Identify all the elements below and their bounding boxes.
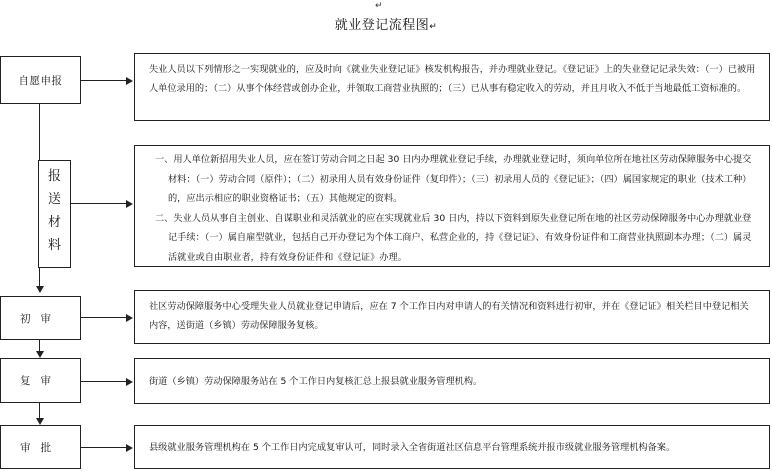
step-materials-list [135,146,769,267]
arrow-right-icon [126,200,133,208]
step-materials-desc-box [134,145,770,267]
step-initial-desc-box [134,290,770,344]
step-review-label-box [0,358,81,403]
arrow-right-icon [126,378,133,386]
arrow-line-apply [81,80,127,81]
arrow-right-icon [126,444,133,452]
connector-apply-to-materials [39,104,40,160]
step-apply-desc-box [134,53,770,121]
paragraph-mark: ↵ [375,1,383,11]
step-approve-desc-box [134,425,770,469]
materials-char: 材 [47,215,61,230]
arrow-line-approve [81,447,127,448]
step-approve-label: 审批 [20,441,61,454]
step-materials-label [39,161,70,257]
step-apply-label: 自愿申报 [18,74,63,87]
step-initial-text: 社区劳动保障服务中心受理失业人员就业登记申请后，应在 7 个工作日内对申请人的有关情况和资料进行初审，并在《登记证》相关栏目中登记相关内容，送街道（乡镇）劳动保障服务复核。 [149,301,749,331]
arrow-line-review [81,381,127,382]
step-initial-label: 初审 [20,312,61,325]
title-para-mark: ↵ [429,22,438,32]
step-approve-text: 县级就业服务管理机构在 5 个工作日内完成复审认可，同时录入全省街道社区信息平台管理系统并报市级就业服务管理机构备案。 [149,442,676,453]
arrow-right-icon [126,77,133,85]
materials-char: 料 [47,238,61,253]
arrow-down-icon [36,286,44,293]
step-approve-label-box [0,425,81,469]
title-text: 就业登记流程图 [334,18,430,33]
arrow-down-icon [36,351,44,358]
step-initial-label-box [0,296,81,340]
arrow-down-icon [36,418,44,425]
arrow-right-icon [126,314,133,322]
arrow-line-materials [71,203,127,204]
step-materials-label-box [38,160,71,268]
arrow-line-initial [81,317,127,318]
materials-item-2: 二、失业人员从事自主创业、自谋职业和灵活就业的应在实现就业后 30 日内，持以下资料到原失业登记所在地的社区劳动保障服务中心办理就业登记手续：（一）属自雇型就业，包括自己开办登记为个体工商户、私营企业的，持《登记证》、有效身份证件和工商营业执照副本办理；（二）属灵活就业或自由职业者，持有效身份证件和《登记证》办理。 [155,212,752,263]
page-title [0,14,772,33]
materials-item-1: 一、用人单位新招用失业人员，应在签订劳动合同之日起 30 日内办理就业登记手续，办理就业登记时，须向单位所在地社区劳动保障服务中心提交材料：（一）劳动合同（原件）；（二）初录用人员有效身份证件（复印件）；（三）初录用人员的《登记证》；（四）属国家规定的职业（技术工种）的，应出示相应的职业资格证书；（五）其他规定的资料。 [155,154,752,204]
step-review-text: 街道（乡镇）劳动保障服务站在 5 个工作日内复核汇总上报县就业服务管理机构。 [149,376,483,387]
step-review-desc-box [134,358,770,404]
step-review-label: 复审 [20,375,61,387]
materials-char: 报 [47,169,61,184]
materials-char: 送 [47,192,61,207]
step-apply-label-box [0,56,81,104]
step-apply-text: 失业人员以下列情形之一实现就业的，应及时向《就业失业登记证》核发机构报告，并办理就业登记。《登记证》上的失业登记记录失效：（一）已被用人单位录用的；（二）从事个体经营或创办企业，并领取工商营业执照的；（三）已从事有稳定收入的劳动，并且月收入不低于当地最低工资标准的。 [149,64,756,94]
